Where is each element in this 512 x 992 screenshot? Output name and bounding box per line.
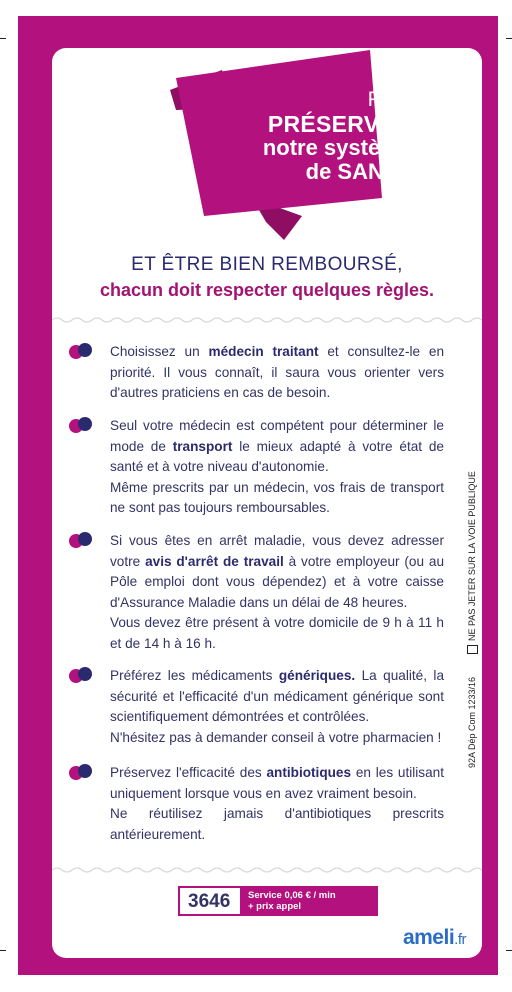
banner-line-3: notre système bbox=[262, 135, 412, 160]
crop-mark bbox=[0, 38, 6, 39]
rule-extra: N'hésitez pas à demander conseil à votre pharmacien ! bbox=[110, 729, 442, 745]
magenta-frame bbox=[18, 16, 498, 975]
banner-line-1: Pour bbox=[367, 88, 412, 111]
subtitle-line-2: chacun doit respecter quelques règles. bbox=[99, 280, 435, 300]
rule-text: Préférez les médicaments génériques. La qualité, la sécurité et l'efficacité d'un médicament générique sont scientifiquement démontrées et contrôlées. N'hésitez pas à demander conseil à votre pharmacien ! bbox=[110, 666, 444, 748]
rule-text: Seul votre médecin est compétent pour déterminer le mode de transport le mieux adapté à votre état de santé et à votre niveau d'autonomie. Même prescrits par un médecin, vos frais de transport ne sont pas toujours remboursables. bbox=[110, 416, 444, 519]
rule-extra: Ne réutilisez jamais d'antibiotiques prescrits antérieurement. bbox=[110, 806, 444, 842]
banner-line-4: de SANTÉ bbox=[305, 159, 412, 184]
crop-mark bbox=[506, 38, 512, 39]
leaflet-card bbox=[52, 48, 482, 958]
phone-rate-line-2: + prix appel bbox=[248, 901, 302, 912]
bullet-icon bbox=[68, 531, 94, 549]
litter-notice bbox=[467, 471, 478, 658]
banner-line-2: PRÉSERVER bbox=[267, 111, 412, 137]
rule-text: Si vous êtes en arrêt maladie, vous devez adresser votre avis d'arrêt de travail à votre employeur (ou au Pôle emploi dont vous dépendez) et à votre caisse d'Assurance Maladie dans un délai de 48 heures. Vous devez être présent à votre domicile de 9 h à 11 h et de 14 h à 16 h. bbox=[110, 531, 444, 654]
subtitle-line-1: ET ÊTRE BIEN REMBOURSÉ, bbox=[131, 254, 403, 275]
ameli-logo: ameli.fr bbox=[402, 926, 466, 949]
crop-mark bbox=[506, 950, 512, 951]
crop-mark bbox=[0, 950, 6, 951]
print-reference: 92A Dép Com 1233/16 bbox=[467, 676, 477, 768]
bullet-icon bbox=[68, 666, 94, 684]
phone-number-box bbox=[178, 886, 378, 916]
bullet-icon bbox=[68, 416, 94, 434]
rule-extra: Vous devez être présent à votre domicile de 9 h à 11 h et de 14 h à 16 h. bbox=[110, 615, 444, 651]
rule-extra: Même prescrits par un médecin, vos frais de transport ne sont pas toujours remboursables. bbox=[110, 479, 444, 515]
phone-number: 3646 bbox=[188, 891, 231, 912]
wavy-divider bbox=[52, 316, 482, 324]
bullet-icon bbox=[68, 342, 94, 360]
phone-rate-tag bbox=[240, 888, 376, 914]
phone-rate-line-1: Service 0,06 € / min bbox=[248, 890, 336, 901]
rule-text: Préservez l'efficacité des antibiotiques en les utilisant uniquement lorsque vous en avez vraiment besoin. Ne réutilisez jamais d'antibiotiques prescrits antérieurement. bbox=[110, 763, 444, 845]
litter-notice-text: NE PAS JETER SUR LA VOIE PUBLIQUE bbox=[467, 471, 477, 641]
trash-bin-icon bbox=[467, 645, 478, 654]
bullet-icon bbox=[68, 763, 94, 781]
banner-title bbox=[162, 88, 412, 184]
wavy-divider bbox=[52, 866, 482, 874]
rule-text: Choisissez un médecin traitant et consultez-le en priorité. Il vous connaît, il saura vous orienter vers d'autres praticiens en cas de besoin. bbox=[110, 344, 445, 400]
